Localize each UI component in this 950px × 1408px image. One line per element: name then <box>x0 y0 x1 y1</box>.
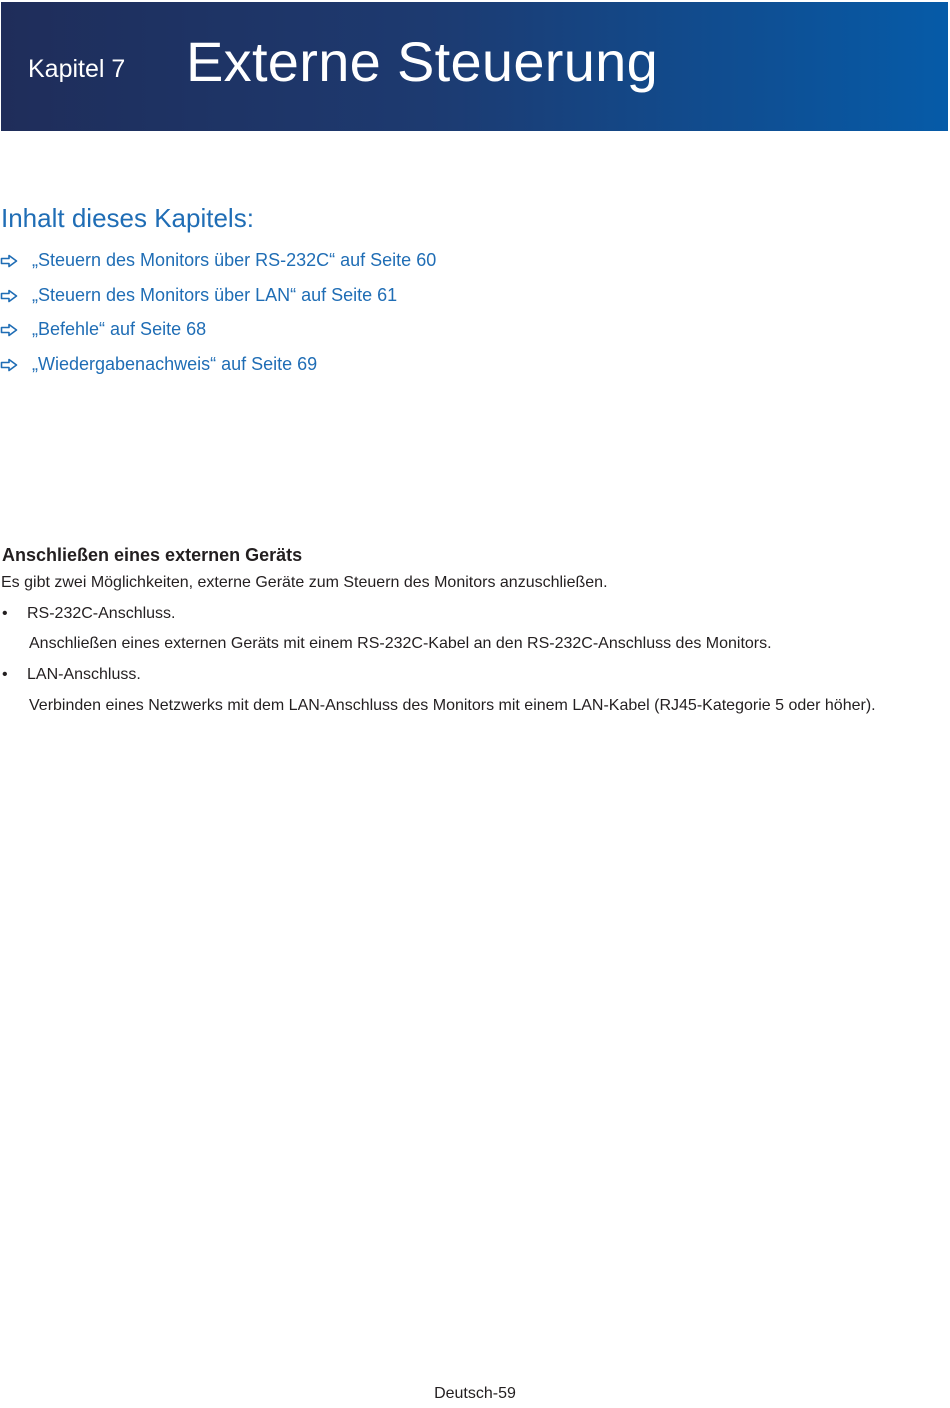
toc-link-lan[interactable]: „Steuern des Monitors über LAN“ auf Seite 61 <box>32 284 398 305</box>
arrow-right-outline-icon <box>0 254 18 268</box>
arrow-right-outline-icon <box>0 289 18 303</box>
toc-item[interactable] <box>0 352 436 387</box>
page-number-footer: Deutsch-59 <box>434 1385 516 1402</box>
toc-link-rs232c[interactable]: „Steuern des Monitors über RS-232C“ auf Seite 60 <box>32 250 437 270</box>
section-heading: Anschließen eines externen Geräts <box>2 545 303 565</box>
chapter-banner <box>1 2 948 131</box>
toc-link-wiedergabenachweis[interactable]: „Wiedergabenachweis“ auf Seite 69 <box>32 353 318 374</box>
bullet-title-lan: LAN-Anschluss. <box>27 666 141 683</box>
arrow-right-outline-icon <box>0 358 18 372</box>
bullet-symbol: • <box>2 605 8 622</box>
bullet-description-lan: Verbinden eines Netzwerks mit dem LAN-Anschluss des Monitors mit einem LAN-Kabel (RJ45-Kategorie 5 oder höher). <box>29 697 876 714</box>
toc-list <box>0 248 436 386</box>
section-intro: Es gibt zwei Möglichkeiten, externe Geräte zum Steuern des Monitors anzuschließen. <box>1 574 608 591</box>
toc-item[interactable] <box>0 283 436 318</box>
toc-item[interactable] <box>0 248 436 283</box>
toc-item[interactable] <box>0 317 436 352</box>
chapter-title: Externe Steuerung <box>186 30 659 93</box>
arrow-right-outline-icon <box>0 323 18 337</box>
chapter-label: Kapitel 7 <box>28 55 126 83</box>
bullet-description-rs232c: Anschließen eines externen Geräts mit einem RS-232C-Kabel an den RS-232C-Anschluss des Monitors. <box>29 635 772 652</box>
toc-link-befehle[interactable]: „Befehle“ auf Seite 68 <box>32 319 207 339</box>
bullet-symbol: • <box>2 666 8 683</box>
bullet-title-rs232c: RS-232C-Anschluss. <box>27 605 176 622</box>
toc-heading: Inhalt dieses Kapitels: <box>1 203 254 233</box>
